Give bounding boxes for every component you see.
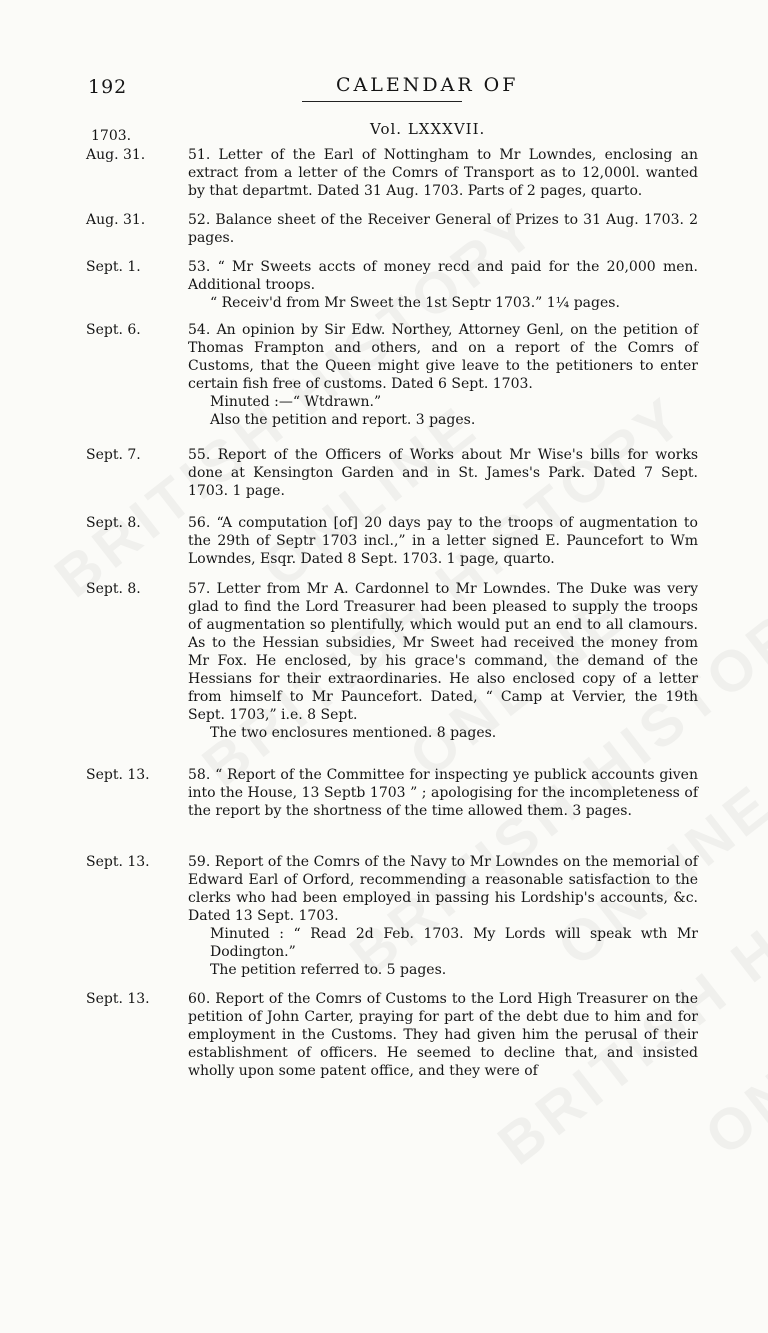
entry-text: 54. An opinion by Sir Edw. Northey, Attorney Genl, on the petition of Thomas Frampton and others, and on a report of the Comrs of Customs, that the Queen might give leave to the petitioners to enter certain fish free of customs. Dated 6 Sept. 1703. (188, 322, 698, 392)
entry-date: Aug. 31. (86, 147, 146, 163)
entry-body (188, 146, 698, 200)
entry-date: Sept. 6. (86, 322, 141, 338)
entry-text: 51. Letter of the Earl of Nottingham to Mr Lowndes, enclosing an extract from a letter of the Comrs of Transport as to 12,000l. wanted by that departmt. Dated 31 Aug. 1703. Parts of 2 pages, quarto. (188, 147, 698, 199)
entry-text: 60. Report of the Comrs of Customs to the Lord High Treasurer on the petition of John Carter, praying for part of the debt due to him and for employment in the Customs. They had given him the perusal of their establishment of officers. He seemed to decline that, and insisted wholly upon some patent office, and they were of (188, 991, 698, 1079)
entry-date: Sept. 8. (86, 515, 141, 531)
entry-date: Aug. 31. (86, 212, 146, 228)
volume-heading: Vol. LXXXVII. (370, 120, 486, 138)
year-label: 1703. (91, 128, 132, 144)
running-title: CALENDAR OF (336, 74, 519, 96)
entry-minute: Minuted :—“ Wtdrawn.” (210, 394, 382, 410)
entry-text: 56. “A computation [of] 20 days pay to the troops of augmentation to the 29th of Septr 1703 incl.,” in a letter signed E. Pauncefort to Wm Lowndes, Esqr. Dated 8 Sept. 1703. 1 page, quarto. (188, 515, 698, 567)
entry-date: Sept. 13. (86, 991, 150, 1007)
entry-body (188, 990, 698, 1080)
entry-text: 59. Report of the Comrs of the Navy to Mr Lowndes on the memorial of Edward Earl of Orford, recommending a reasonable satisfaction to the clerks who had been employed in passing his Lordship's accounts, &c. Dated 13 Sept. 1703. (188, 854, 698, 924)
entry-body (188, 211, 698, 247)
entry-minute: Minuted : “ Read 2d Feb. 1703. My Lords will speak wth Mr Dodington.” (210, 926, 698, 960)
entry-date: Sept. 1. (86, 259, 141, 275)
entry-date: Sept. 7. (86, 447, 141, 463)
entry-text: “ Receiv'd from Mr Sweet the 1st Septr 1703.” 1¼ pages. (210, 295, 620, 311)
entry-text: 52. Balance sheet of the Receiver General of Prizes to 31 Aug. 1703. 2 pages. (188, 212, 698, 246)
entry-text: 58. “ Report of the Committee for inspecting ye publick accounts given into the House, 13 Septb 1703 ” ; apologising for the incompleteness of the report by the shortness of the time allowed them. 3 pages. (188, 767, 698, 819)
entry-date: Sept. 13. (86, 767, 150, 783)
header-rule (302, 101, 462, 102)
entry-body (188, 514, 698, 568)
entry-body (188, 580, 698, 742)
entry-date: Sept. 8. (86, 581, 141, 597)
entry-text: Also the petition and report. 3 pages. (210, 412, 476, 428)
entry-body (188, 766, 698, 820)
entry-text: 53. “ Mr Sweets accts of money recd and paid for the 20,000 men. Additional troops. (188, 259, 698, 293)
entry-date: Sept. 13. (86, 854, 150, 870)
entry-text: 55. Report of the Officers of Works about Mr Wise's bills for works done at Kensington Garden and in St. James's Park. Dated 7 Sept. 1703. 1 page. (188, 447, 698, 499)
entry-body (188, 321, 698, 429)
entry-text: 57. Letter from Mr A. Cardonnel to Mr Lowndes. The Duke was very glad to find the Lord Treasurer had been pleased to supply the troops of augmentation so plentifully, which would put an end to all clamours. As to the Hessian subsidies, Mr Sweet had received the money from Mr Fox. He enclosed, by his grace's command, the demand of the Hessians for their extraordinaries. He also enclosed copy of a letter from himself to Mr Pauncefort. Dated, “ Camp at Vervier, the 19th Sept. 1703,” i.e. 8 Sept. (188, 581, 698, 723)
entry-body (188, 446, 698, 500)
entry-body (188, 258, 698, 312)
entry-text: The petition referred to. 5 pages. (210, 962, 447, 978)
entry-text: The two enclosures mentioned. 8 pages. (210, 725, 497, 741)
page-number: 192 (88, 76, 128, 98)
entry-body (188, 853, 698, 979)
